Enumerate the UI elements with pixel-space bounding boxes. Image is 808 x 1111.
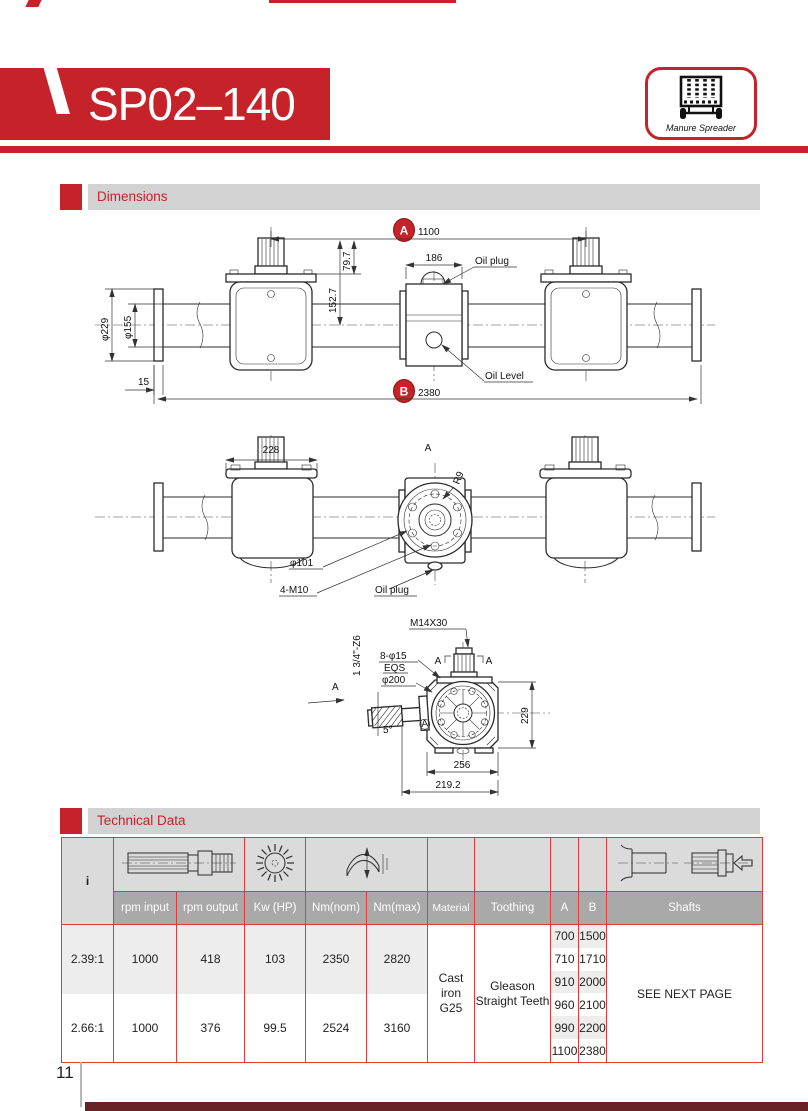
technical-bullet: [60, 808, 82, 834]
col-rpm-input: rpm input: [114, 892, 177, 925]
col-shafts: Shafts: [607, 892, 763, 925]
drawing-section-view: [250, 600, 600, 805]
col-material: Material: [428, 892, 475, 925]
callout-a: A: [399, 223, 409, 238]
power-icon: [252, 840, 298, 886]
ratio-symbol: i: [62, 838, 114, 925]
dim-5deg: 5°: [383, 725, 393, 736]
ratio-value: 2.66:1: [70, 1020, 105, 1035]
rpm-output-value: 376: [200, 1020, 221, 1035]
b-icon-cell: [579, 838, 607, 892]
col-b: B: [579, 892, 607, 925]
dim-8-d15: 8-φ15: [380, 651, 407, 662]
dim-dia155: φ155: [123, 315, 134, 339]
b-value: 2100: [579, 997, 606, 1012]
a-value: 710: [554, 952, 575, 967]
section-arrow-label-a: A: [332, 682, 339, 693]
dim-r9: R9: [451, 470, 467, 487]
shafts-note: SEE NEXT PAGE: [607, 925, 763, 1063]
page-number: 11: [56, 1063, 74, 1082]
dim-219-2: 219.2: [435, 780, 461, 791]
nm-nom-value: 2350: [306, 925, 366, 994]
technical-data-table: [61, 837, 763, 1063]
dim-229: 229: [520, 707, 531, 724]
toothing-icon-cell: [475, 838, 551, 892]
dim-eqs: EQS: [384, 663, 406, 674]
b-value: 2380: [579, 1043, 606, 1058]
ratio-value: 2.39:1: [62, 925, 113, 994]
toothing-value: [475, 925, 551, 1063]
nm-max-value: 3160: [383, 1020, 411, 1035]
dim-79-7: 79.7: [342, 251, 353, 271]
torque-icon-cell: [306, 838, 428, 892]
a-icon-cell: [551, 838, 579, 892]
shaft-label-a2: A: [485, 656, 493, 667]
dim-2380: 2380: [418, 388, 441, 399]
dim-m14x30: M14X30: [410, 618, 448, 629]
dim-186: 186: [425, 253, 443, 264]
material-icon-cell: [428, 838, 475, 892]
rpm-input-value: 1000: [114, 925, 176, 994]
col-kw-hp: Kw (HP): [245, 892, 306, 925]
nm-nom-value: 2524: [322, 1020, 350, 1035]
a-value: 960: [554, 997, 575, 1012]
dim-15: 15: [138, 377, 150, 388]
dim-dia101: φ101: [290, 558, 314, 569]
col-nm-max: Nm(max): [367, 892, 428, 925]
callout-b: B: [399, 384, 409, 399]
material-value: [428, 925, 475, 1063]
rpm-input-value: 1000: [131, 1020, 159, 1035]
dim-152-7: 152.7: [328, 287, 339, 313]
rpm-output-value: 418: [177, 925, 244, 994]
dim-spline: 1 3/4"-Z6: [352, 635, 363, 676]
header-rule: [0, 146, 808, 153]
manure-spreader-icon: [672, 75, 730, 121]
print-mark-line: [269, 0, 456, 3]
oil-level-label: Oil Level: [485, 371, 524, 382]
page-title: SP02–140: [88, 78, 295, 130]
b-value: 2000: [579, 971, 606, 994]
kw-value: 103: [245, 925, 305, 994]
nm-max-value: 2820: [367, 925, 427, 994]
dim-228: 228: [262, 445, 280, 456]
flange-mark-a: A: [421, 718, 429, 730]
toothing-line2: Straight Teeth: [475, 993, 550, 1008]
col-rpm-output: rpm output: [177, 892, 245, 925]
col-a: A: [551, 892, 579, 925]
b-value: 1710: [579, 952, 606, 967]
dimensions-section-title: Dimensions: [88, 184, 760, 210]
torque-icon: [335, 840, 399, 886]
print-mark-slash: [25, 0, 41, 7]
section-label-a: A: [424, 443, 432, 454]
a-value: 990: [551, 1016, 578, 1039]
input-shaft-icon: [120, 842, 238, 884]
drawing-side-view: [55, 435, 765, 615]
oil-plug-label-2: Oil plug: [375, 585, 409, 596]
technical-section-title: Technical Data: [88, 808, 760, 834]
b-value: 1500: [579, 925, 606, 948]
material-line2: G25: [439, 1001, 463, 1015]
badge-label: Manure Spreader: [665, 123, 737, 133]
shaft-label-a1: A: [434, 656, 442, 667]
dim-dia200: φ200: [382, 675, 406, 686]
col-toothing: Toothing: [475, 892, 551, 925]
application-badge: [645, 67, 757, 140]
power-icon-cell: [245, 838, 306, 892]
material-line1: Cast iron: [438, 971, 464, 1000]
dim-256: 256: [453, 760, 471, 771]
footer-bar: [85, 1102, 808, 1111]
oil-plug-label: Oil plug: [475, 256, 509, 267]
a-value: 1100: [551, 1043, 578, 1058]
dimensions-bullet: [60, 184, 82, 210]
shafts-icon: [614, 841, 756, 885]
dim-4m10: 4-M10: [280, 585, 309, 596]
a-value: 700: [551, 925, 578, 948]
toothing-line1: Gleason: [490, 978, 535, 993]
b-value: 2200: [579, 1016, 606, 1039]
shafts-icon-cell: [607, 838, 763, 892]
a-value: 910: [551, 971, 578, 994]
dim-dia229: φ229: [100, 317, 111, 341]
kw-value: 99.5: [263, 1020, 287, 1035]
col-nm-nom: Nm(nom): [306, 892, 367, 925]
input-shaft-icon-cell: [114, 838, 245, 892]
drawing-front-view: [55, 213, 765, 418]
footer-divider: [80, 1062, 82, 1107]
dim-1100: 1100: [418, 227, 440, 238]
